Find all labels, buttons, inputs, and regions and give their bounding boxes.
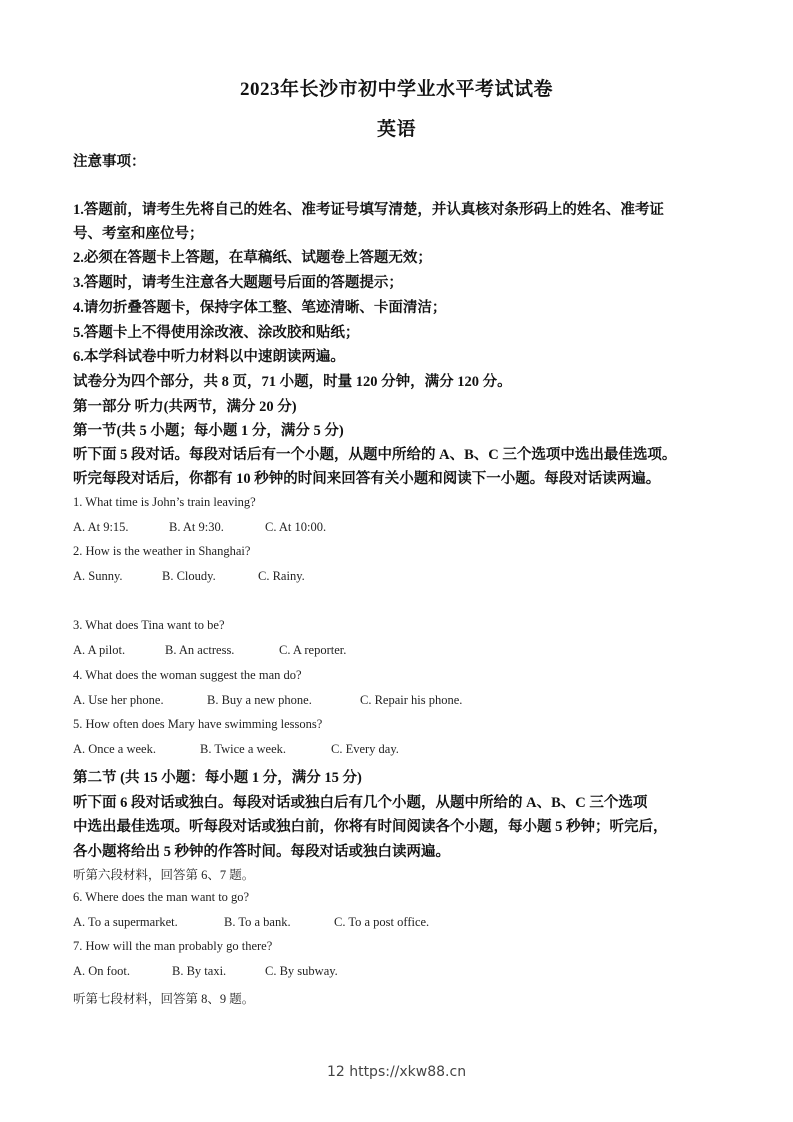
option-a: A. Once a week. <box>73 742 156 756</box>
question-options <box>73 915 723 930</box>
section-instruction: 听下面 5 段对话。每段对话后有一个小题，从题中所给的 A、B、C 三个选项中选出最佳选项。 <box>73 447 677 463</box>
question-options <box>73 693 723 708</box>
notice-item: 1.答题前，请考生先将自己的姓名、准考证号填写清楚，并认真核对条形码上的姓名、准考证 <box>73 202 664 218</box>
section-instruction: 听下面 6 段对话或独白。每段对话或独白后有几个小题，从题中所给的 A、B、C 三个选项 <box>73 795 648 811</box>
option-b: B. Buy a new phone. <box>207 693 312 707</box>
notice-item: 4.请勿折叠答题卡，保持字体工整、笔迹清晰、卡面清洁； <box>73 300 447 316</box>
question-options <box>73 569 723 584</box>
notice-item: 号、考室和座位号； <box>73 226 204 242</box>
question-stem: 4. What does the woman suggest the man do? <box>73 668 302 682</box>
material-note: 听第七段材料，回答第 8、9 题。 <box>73 992 255 1006</box>
question-options <box>73 643 723 658</box>
material-note: 听第六段材料，回答第 6、7 题。 <box>73 868 255 882</box>
section-instruction: 中选出最佳选项。听每段对话或独白前，你将有时间阅读各个小题，每小题 5 秒钟；听完后， <box>73 819 668 835</box>
option-a: A. At 9:15. <box>73 520 129 534</box>
question-stem: 3. What does Tina want to be? <box>73 618 225 632</box>
option-a: A. A pilot. <box>73 643 126 657</box>
option-c: C. Rainy. <box>258 569 305 583</box>
question-options <box>73 742 723 757</box>
exam-summary: 试卷分为四个部分，共 8 页，71 小题，时量 120 分钟，满分 120 分。 <box>73 374 512 390</box>
notice-heading: 注意事项： <box>73 154 146 170</box>
option-a: A. Sunny. <box>73 569 123 583</box>
part-heading: 第一部分 听力(共两节，满分 20 分) <box>73 399 297 415</box>
question-stem: 6. Where does the man want to go? <box>73 890 250 904</box>
option-b: B. At 9:30. <box>169 520 224 534</box>
option-b: B. An actress. <box>165 643 235 657</box>
section-instruction: 听完每段对话后，你都有 10 秒钟的时间来回答有关小题和阅读下一小题。每段对话读两遍。 <box>73 471 661 487</box>
page-footer: 12 https://xkw88.cn <box>326 1064 467 1080</box>
option-a: A. Use her phone. <box>73 693 164 707</box>
option-c: C. By subway. <box>265 964 338 978</box>
section-instruction: 各小题将给出 5 秒钟的作答时间。每段对话或独白读两遍。 <box>73 844 450 860</box>
subject-title: 英语 <box>376 119 416 140</box>
option-c: C. Every day. <box>331 742 399 756</box>
notice-item: 5.答题卡上不得使用涂改液、涂改胶和贴纸； <box>73 325 360 341</box>
notice-item: 2.必须在答题卡上答题，在草稿纸、试题卷上答题无效； <box>73 250 432 266</box>
option-b: B. Twice a week. <box>200 742 287 756</box>
option-b: B. To a bank. <box>224 915 291 929</box>
section-heading: 第二节 (共 15 小题：每小题 1 分，满分 15 分) <box>73 770 362 786</box>
question-options <box>73 520 723 535</box>
notice-item: 3.答题时，请考生注意各大题题号后面的答题提示； <box>73 275 403 291</box>
option-c: C. To a post office. <box>334 915 430 929</box>
question-options <box>73 964 723 979</box>
exam-title: 2023年长沙市初中学业水平考试试卷 <box>239 79 553 100</box>
option-b: B. Cloudy. <box>162 569 216 583</box>
section-heading: 第一节(共 5 小题；每小题 1 分，满分 5 分) <box>73 423 344 439</box>
option-b: B. By taxi. <box>172 964 227 978</box>
option-c: C. Repair his phone. <box>360 693 463 707</box>
option-c: C. A reporter. <box>279 643 347 657</box>
option-a: A. To a supermarket. <box>73 915 178 929</box>
question-stem: 5. How often does Mary have swimming lessons? <box>73 717 323 731</box>
question-stem: 1. What time is John’s train leaving? <box>73 495 256 509</box>
question-stem: 7. How will the man probably go there? <box>73 939 273 953</box>
option-a: A. On foot. <box>73 964 130 978</box>
question-stem: 2. How is the weather in Shanghai? <box>73 544 251 558</box>
notice-item: 6.本学科试卷中听力材料以中速朗读两遍。 <box>73 349 345 365</box>
option-c: C. At 10:00. <box>265 520 327 534</box>
